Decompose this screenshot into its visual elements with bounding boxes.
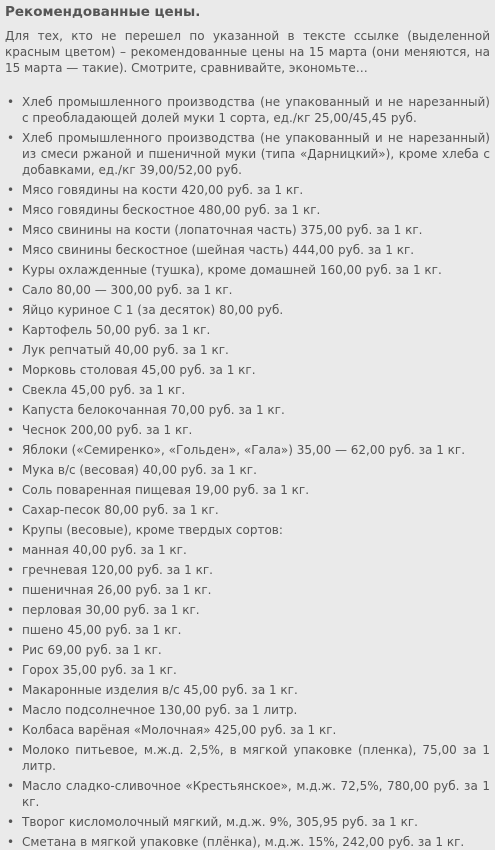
page-title: Рекомендованные цены.: [5, 4, 201, 20]
price-item-sugar: • Сахар-песок 80,00 руб. за 1 кг.: [5, 502, 490, 518]
price-item-potatoes: • Картофель 50,00 руб. за 1 кг.: [5, 322, 490, 338]
price-item-pearl-barley: • перловая 30,00 руб. за 1 кг.: [5, 602, 490, 618]
price-item-beef-bone: • Мясо говядины на кости 420,00 руб. за 1 кг.: [5, 182, 490, 198]
price-item-sour-cream: • Сметана в мягкой упаковке (плёнка), м.д.ж. 15%, 242,00 руб. за 1 кг.: [5, 834, 490, 850]
price-item-onion: • Лук репчатый 40,00 руб. за 1 кг.: [5, 342, 490, 358]
price-item-cottage-cheese: • Творог кисломолочный мягкий, м.д.ж. 9%, 305,95 руб. за 1 кг.: [5, 814, 490, 830]
price-item-pork-boneless: • Мясо свинины бескостное (шейная часть) 444,00 руб. за 1 кг.: [5, 242, 490, 258]
price-item-flour: • Мука в/с (весовая) 40,00 руб. за 1 кг.: [5, 462, 490, 478]
price-item-salt: • Соль поваренная пищевая 19,00 руб. за 1 кг.: [5, 482, 490, 498]
price-item-chicken: • Куры охлажденные (тушка), кроме домашней 160,00 руб. за 1 кг.: [5, 262, 490, 278]
price-item-cabbage: • Капуста белокочанная 70,00 руб. за 1 кг.: [5, 402, 490, 418]
price-item-garlic: • Чеснок 200,00 руб. за 1 кг.: [5, 422, 490, 438]
price-item-bread-rye: • Хлеб промышленного производства (не упакованный и не нарезанный) из смеси ржаной и пшеничной муки (типа «Дарницкий»), кроме хлеба с добавками, ед./кг 39,00/52,00 руб.: [5, 130, 490, 178]
price-item-pork-bone: • Мясо свинины на кости (лопаточная часть) 375,00 руб. за 1 кг.: [5, 222, 490, 238]
price-item-millet: • пшено 45,00 руб. за 1 кг.: [5, 622, 490, 638]
price-item-sausage: • Колбаса варёная «Молочная» 425,00 руб. за 1 кг.: [5, 722, 490, 738]
intro-paragraph: Для тех, кто не перешел по указанной в тексте ссылке (выделенной красным цветом) – рекомендованные цены на 15 марта (они меняются, на 15 марта — такие). Смотрите, сравнивайте, экономьте…: [5, 29, 490, 75]
price-item-butter: • Масло сладко-сливочное «Крестьянское», м.д.ж. 72,5%, 780,00 руб. за 1 кг.: [5, 778, 490, 810]
price-item-peas: • Горох 35,00 руб. за 1 кг.: [5, 662, 490, 678]
price-item-eggs: • Яйцо куриное С 1 (за десяток) 80,00 руб.: [5, 302, 490, 318]
price-item-semolina: • манная 40,00 руб. за 1 кг.: [5, 542, 490, 558]
price-item-buckwheat: • гречневая 120,00 руб. за 1 кг.: [5, 562, 490, 578]
price-item-milk: • Молоко питьевое, м.ж.д. 2,5%, в мягкой упаковке (пленка), 75,00 за 1 литр.: [5, 742, 490, 774]
price-item-groats-header: • Крупы (весовые), кроме твердых сортов:: [5, 522, 490, 538]
price-list: [5, 94, 491, 850]
price-item-pasta: • Макаронные изделия в/с 45,00 руб. за 1 кг.: [5, 682, 490, 698]
price-item-beef-boneless: • Мясо говядины бескостное 480,00 руб. за 1 кг.: [5, 202, 490, 218]
price-item-wheat-groats: • пшеничная 26,00 руб. за 1 кг.: [5, 582, 490, 598]
price-item-lard: • Сало 80,00 — 300,00 руб. за 1 кг.: [5, 282, 490, 298]
price-item-sunflower-oil: • Масло подсолнечное 130,00 руб. за 1 литр.: [5, 702, 490, 718]
price-item-beet: • Свекла 45,00 руб. за 1 кг.: [5, 382, 490, 398]
price-item-apples: • Яблоки («Семиренко», «Гольден», «Гала») 35,00 — 62,00 руб. за 1 кг.: [5, 442, 490, 458]
price-item-carrot: • Морковь столовая 45,00 руб. за 1 кг.: [5, 362, 490, 378]
price-item-rice: • Рис 69,00 руб. за 1 кг.: [5, 642, 490, 658]
price-item-bread-wheat: • Хлеб промышленного производства (не упакованный и не нарезанный) с преобладающей долей муки 1 сорта, ед./кг 25,00/45,45 руб.: [5, 94, 490, 126]
